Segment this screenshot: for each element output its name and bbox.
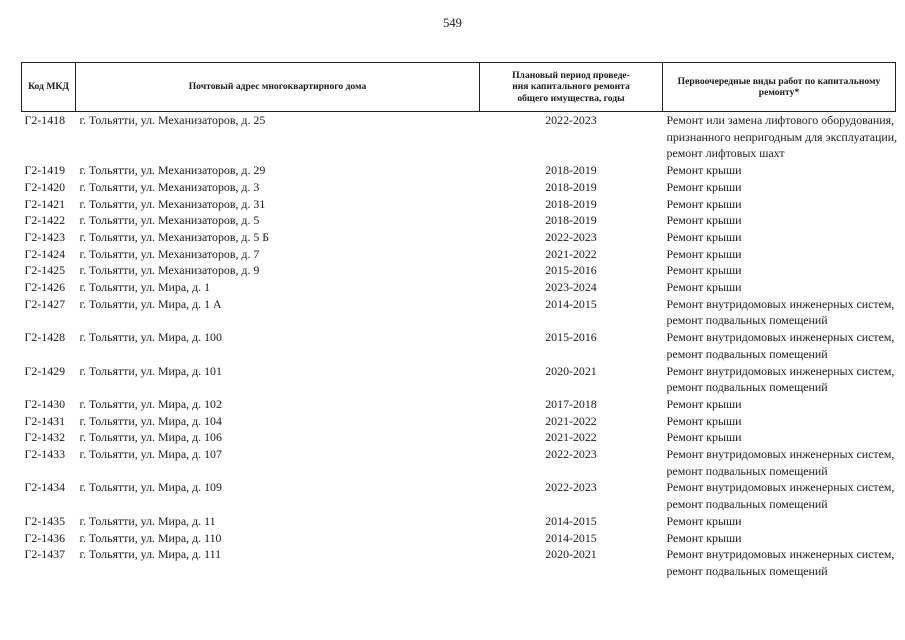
repair-work-line: Ремонт крыши	[666, 413, 742, 428]
mkd-code-cell: Г2-1430	[24, 396, 66, 411]
header-works	[663, 63, 896, 112]
table-row	[22, 246, 896, 263]
table-row	[22, 179, 896, 196]
repair-period-cell: 2020-2021	[545, 547, 597, 562]
table-row	[22, 212, 896, 229]
repair-work-line: Ремонт крыши	[666, 229, 742, 244]
repair-work-line: ремонт подвальных помещений	[666, 313, 828, 328]
table-body	[22, 112, 896, 580]
repair-period-cell: 2014-2015	[545, 530, 597, 545]
postal-address-cell: г. Тольятти, ул. Мира, д. 110	[79, 530, 222, 545]
housing-registry-table	[21, 62, 896, 580]
repair-period-cell: 2015-2016	[545, 330, 597, 345]
postal-address-cell: г. Тольятти, ул. Механизаторов, д. 29	[79, 163, 266, 178]
postal-address-cell: г. Тольятти, ул. Механизаторов, д. 7	[79, 246, 260, 261]
table-row	[22, 329, 896, 362]
repair-work-line: Ремонт крыши	[666, 246, 742, 261]
header-row	[22, 63, 896, 112]
mkd-code-cell: Г2-1432	[24, 430, 66, 445]
mkd-code-cell: Г2-1421	[24, 196, 66, 211]
repair-period-cell: 2022-2023	[545, 113, 597, 127]
header-period-line: Плановый период проведе-	[512, 69, 630, 81]
header-works-line: ремонту*	[758, 87, 800, 98]
mkd-code-cell: Г2-1423	[24, 229, 66, 244]
mkd-code-cell: Г2-1435	[24, 513, 66, 528]
postal-address-cell: г. Тольятти, ул. Мира, д. 104	[79, 413, 222, 428]
header-works-line: Первоочередные виды работ по капитальному	[677, 75, 881, 87]
repair-works-cell	[663, 429, 896, 446]
repair-works-cell	[663, 396, 896, 413]
repair-work-line: Ремонт внутридомовых инженерных систем,	[666, 547, 895, 562]
table-header	[22, 63, 896, 112]
repair-period-cell: 2023-2024	[545, 280, 597, 295]
table-row	[22, 396, 896, 413]
mkd-code-cell: Г2-1419	[24, 163, 66, 178]
repair-works-cell	[663, 246, 896, 263]
table-row	[22, 530, 896, 547]
postal-address-cell: г. Тольятти, ул. Мира, д. 1	[79, 280, 211, 295]
repair-period-cell: 2021-2022	[545, 413, 597, 428]
table-row	[22, 262, 896, 279]
header-code: Код МКД	[22, 63, 76, 112]
repair-period-cell: 2022-2023	[545, 480, 597, 495]
postal-address-cell: г. Тольятти, ул. Механизаторов, д. 3	[79, 179, 260, 194]
postal-address-cell: г. Тольятти, ул. Механизаторов, д. 5 Б	[79, 229, 270, 244]
repair-period-cell: 2018-2019	[545, 163, 597, 178]
repair-work-line: ремонт подвальных помещений	[666, 563, 828, 578]
table-row	[22, 229, 896, 246]
repair-works-cell	[663, 513, 896, 530]
postal-address-cell: г. Тольятти, ул. Мира, д. 111	[79, 547, 222, 562]
repair-work-line: Ремонт крыши	[666, 530, 742, 545]
repair-work-line: Ремонт внутридомовых инженерных систем,	[666, 296, 895, 311]
mkd-code-cell: Г2-1420	[24, 179, 66, 194]
table-row	[22, 446, 896, 479]
repair-work-line: Ремонт крыши	[666, 430, 742, 445]
repair-work-line: Ремонт крыши	[666, 213, 742, 228]
table-row	[22, 546, 896, 579]
repair-work-line: Ремонт крыши	[666, 196, 742, 211]
table-row	[22, 429, 896, 446]
repair-work-line: Ремонт крыши	[666, 263, 742, 278]
repair-period-cell: 2015-2016	[545, 263, 597, 278]
repair-work-line: Ремонт внутридомовых инженерных систем,	[666, 363, 895, 378]
repair-period-cell: 2014-2015	[545, 513, 597, 528]
repair-period-cell: 2021-2022	[545, 430, 597, 445]
repair-period-cell: 2021-2022	[545, 246, 597, 261]
table-row	[22, 279, 896, 296]
mkd-code-cell: Г2-1424	[24, 246, 66, 261]
table-row	[22, 363, 896, 396]
postal-address-cell: г. Тольятти, ул. Мира, д. 101	[79, 363, 222, 378]
repair-works-cell	[663, 530, 896, 547]
page-number: 549	[443, 16, 462, 30]
repair-work-line: ремонт подвальных помещений	[666, 380, 828, 395]
postal-address-cell: г. Тольятти, ул. Мира, д. 100	[79, 330, 222, 345]
repair-works-cell	[663, 179, 896, 196]
repair-period-cell: 2022-2023	[545, 229, 597, 244]
table-row	[22, 513, 896, 530]
table-row	[22, 196, 896, 213]
repair-work-line: Ремонт крыши	[666, 179, 742, 194]
table-row	[22, 413, 896, 430]
repair-works-cell	[663, 363, 896, 396]
table-row	[22, 112, 896, 163]
header-period	[480, 63, 663, 112]
repair-work-line: Ремонт внутридомовых инженерных систем,	[666, 480, 895, 495]
repair-work-line: ремонт подвальных помещений	[666, 497, 828, 512]
postal-address-cell: г. Тольятти, ул. Механизаторов, д. 31	[79, 196, 266, 211]
mkd-code-cell: Г2-1426	[24, 280, 66, 295]
repair-work-line: Ремонт крыши	[666, 513, 742, 528]
postal-address-cell: г. Тольятти, ул. Мира, д. 106	[79, 430, 222, 445]
mkd-code-cell: Г2-1437	[24, 547, 66, 562]
repair-works-cell	[663, 196, 896, 213]
mkd-code-cell: Г2-1418	[24, 113, 66, 127]
repair-period-cell: 2014-2015	[545, 296, 597, 311]
repair-works-cell	[663, 296, 896, 329]
repair-works-cell	[663, 546, 896, 579]
repair-works-cell	[663, 112, 896, 163]
repair-period-cell: 2018-2019	[545, 213, 597, 228]
mkd-code-cell: Г2-1428	[24, 330, 66, 345]
repair-work-line: Ремонт крыши	[666, 280, 742, 295]
repair-works-cell	[663, 329, 896, 362]
table-row	[22, 479, 896, 512]
repair-works-cell	[663, 162, 896, 179]
repair-works-cell	[663, 279, 896, 296]
repair-period-cell: 2020-2021	[545, 363, 597, 378]
mkd-code-cell: Г2-1431	[24, 413, 66, 428]
postal-address-cell: г. Тольятти, ул. Мира, д. 11	[79, 513, 216, 528]
repair-works-cell	[663, 413, 896, 430]
repair-work-line: Ремонт внутридомовых инженерных систем,	[666, 330, 895, 345]
repair-period-cell: 2018-2019	[545, 196, 597, 211]
mkd-code-cell: Г2-1434	[24, 480, 66, 495]
mkd-code-cell: Г2-1433	[24, 447, 66, 462]
mkd-code-cell: Г2-1429	[24, 363, 66, 378]
mkd-code-cell: Г2-1422	[24, 213, 66, 228]
repair-works-cell	[663, 446, 896, 479]
mkd-code-cell: Г2-1436	[24, 530, 66, 545]
repair-work-line: Ремонт крыши	[666, 163, 742, 178]
repair-work-line: ремонт лифтовых шахт	[666, 146, 785, 161]
repair-works-cell	[663, 212, 896, 229]
repair-period-cell: 2017-2018	[545, 396, 597, 411]
postal-address-cell: г. Тольятти, ул. Механизаторов, д. 5	[79, 213, 260, 228]
postal-address-cell: г. Тольятти, ул. Механизаторов, д. 25	[79, 113, 266, 127]
postal-address-cell: г. Тольятти, ул. Механизаторов, д. 9	[79, 263, 260, 278]
mkd-code-cell: Г2-1425	[24, 263, 66, 278]
repair-work-line: ремонт подвальных помещений	[666, 463, 828, 478]
repair-work-line: Ремонт или замена лифтового оборудования,	[666, 113, 895, 127]
repair-works-cell	[663, 479, 896, 512]
postal-address-cell: г. Тольятти, ул. Мира, д. 1 А	[79, 296, 222, 311]
mkd-code-cell: Г2-1427	[24, 296, 66, 311]
header-period-line: общего имущества, годы	[517, 92, 625, 104]
repair-works-cell	[663, 262, 896, 279]
repair-work-line: ремонт подвальных помещений	[666, 346, 828, 361]
repair-period-cell: 2022-2023	[545, 447, 597, 462]
repair-work-line: признанного непригодным для эксплуатации,	[666, 129, 898, 144]
repair-work-line: Ремонт крыши	[666, 396, 742, 411]
header-period-line: ния капитального ремонта	[512, 81, 630, 93]
repair-works-cell	[663, 229, 896, 246]
postal-address-cell: г. Тольятти, ул. Мира, д. 102	[79, 396, 222, 411]
table-row	[22, 296, 896, 329]
repair-period-cell: 2018-2019	[545, 179, 597, 194]
postal-address-cell: г. Тольятти, ул. Мира, д. 107	[79, 447, 222, 462]
table-row	[22, 162, 896, 179]
postal-address-cell: г. Тольятти, ул. Мира, д. 109	[79, 480, 222, 495]
repair-work-line: Ремонт внутридомовых инженерных систем,	[666, 447, 895, 462]
header-address: Почтовый адрес многоквартирного дома	[76, 63, 480, 112]
